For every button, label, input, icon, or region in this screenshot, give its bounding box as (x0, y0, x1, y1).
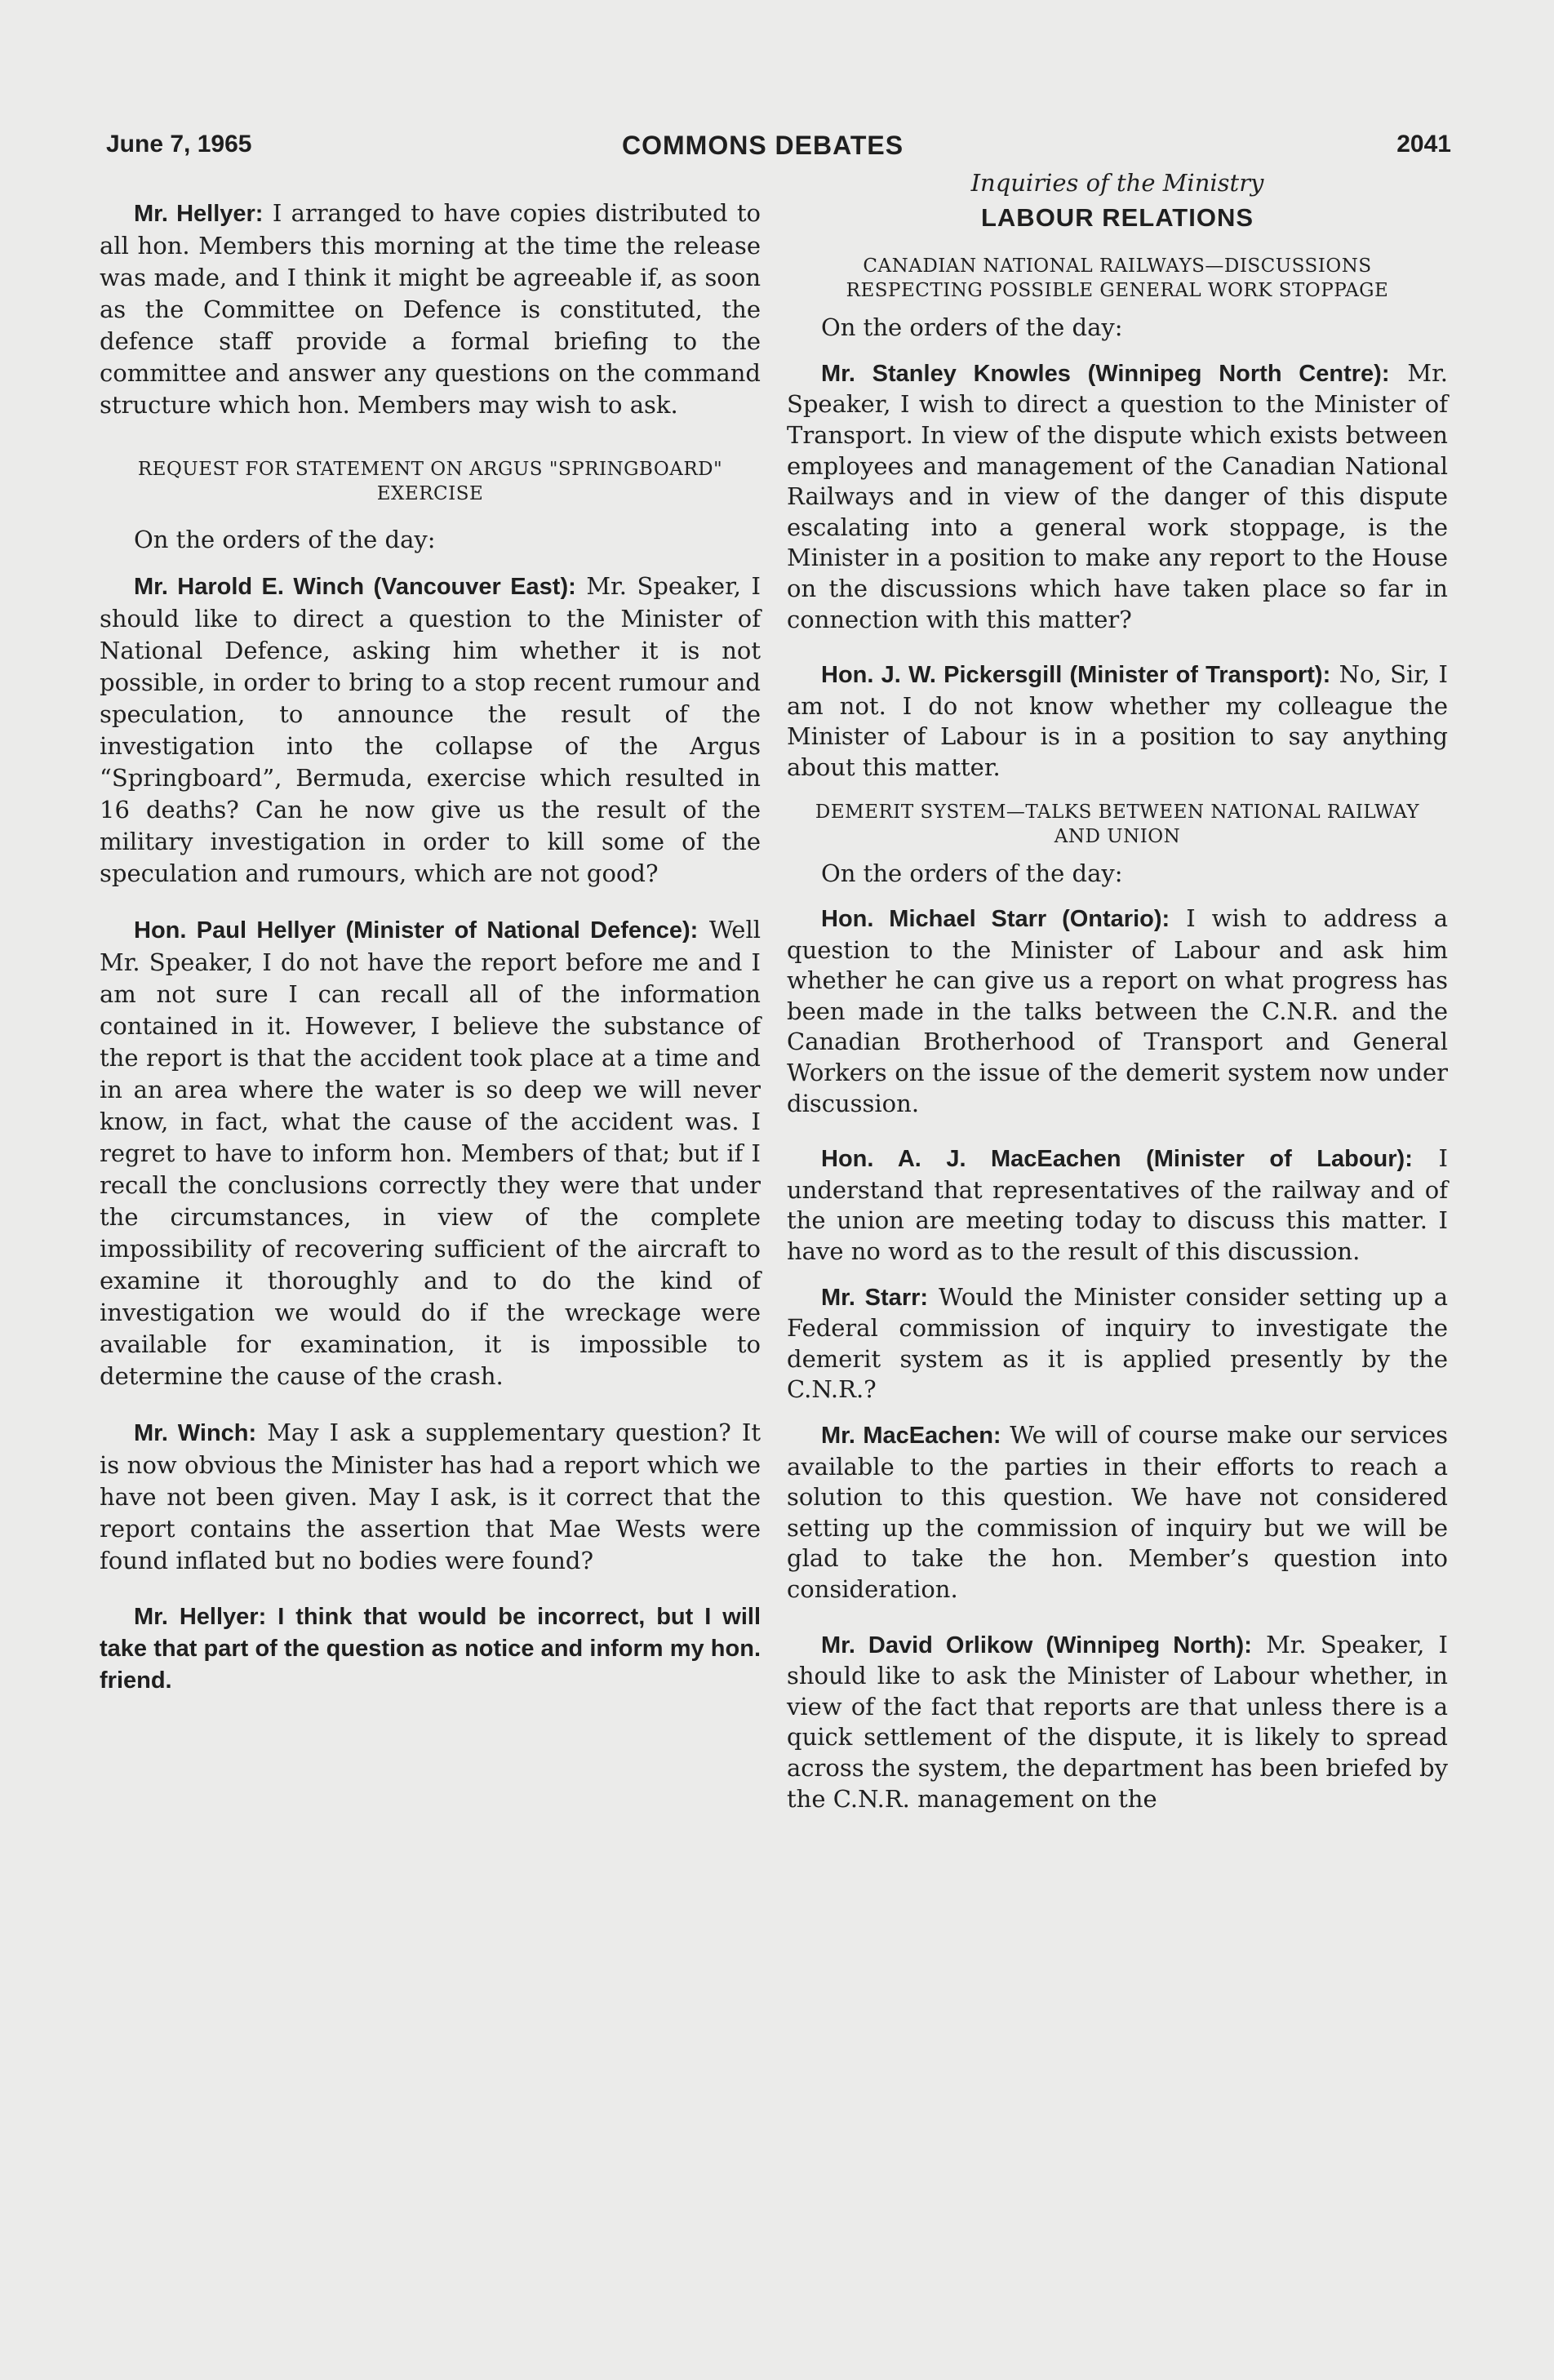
header-title: COMMONS DEBATES (622, 131, 904, 160)
speaker-name: Mr. MacEachen: (821, 1423, 1001, 1449)
speech-paragraph (787, 1143, 1448, 1267)
speaker-name: Mr. Starr: (821, 1284, 929, 1311)
speaker-name: Mr. David Orlikow (Winnipeg North): (821, 1632, 1252, 1658)
speech-paragraph (100, 1601, 761, 1697)
speech-paragraph (100, 914, 761, 1392)
left-column (100, 198, 761, 1697)
speaker-name: Hon. J. W. Pickersgill (Minister of Transport): (821, 662, 1331, 689)
speech-text: Would the Minister consider setting up a Federal commission of inquiry to investigate the demerit system as it is applied presently by the C.N.R.? (787, 1282, 1448, 1404)
speech-text: Well Mr. Speaker, I do not have the report before me and I am not sure I can recall all of the information contained in it. However, I believe the substance of the report is that the accident took place at a time and in an area where the water is so deep we will never know, in fact, what the cause of the accident was. I regret to have to inform hon. Members of that; but if I recall the conclusions correctly they were that under the circumstances, in view of the complete impossibility of recovering sufficient of the aircraft to examine it thoroughly and to do the kind of investigation we would do if the wreckage were available for examination, it is impossible to determine the cause of the crash. (100, 916, 761, 1390)
header-date: June 7, 1965 (106, 131, 252, 158)
section-major-title: LABOUR RELATIONS (980, 202, 1254, 232)
speech-paragraph (787, 1282, 1448, 1405)
speaker-name: Hon. Michael Starr (Ontario): (821, 906, 1170, 933)
speaker-name: Mr. Harold E. Winch (Vancouver East): (134, 574, 576, 600)
right-column (787, 168, 1448, 1814)
speaker-name: Mr. Hellyer: (134, 201, 264, 227)
speech-text: No, Sir, I am not. I do not know whether my colleague the Minister of Labour is in a position to say anything about this matter. (787, 660, 1449, 781)
orders-of-the-day: On the orders of the day: (821, 859, 1123, 887)
speaker-name: Mr. Winch: (134, 1420, 257, 1446)
speech-paragraph (100, 198, 761, 421)
speech-text: Mr. Speaker, I wish to direct a question to the Minister of Transport. In view of the dispute which exists between employees and management of the Canadian National Railways and in view of the danger of this dispute escalating into a general work stoppage, is the Minister in a position to make any report to the House on the discussions which have taken place so far in connection with this matter? (787, 358, 1449, 633)
orders-of-the-day: On the orders of the day: (821, 313, 1123, 342)
speech-text: We will of course make our services available to the parties in their efforts to reach a solution to this question. We have not considered setting up the commission of inquiry but we will be glad to take the hon. Member’s question into consideration. (787, 1421, 1449, 1603)
speaker-name: Hon. A. J. MacEachen (Minister of Labour): (821, 1146, 1413, 1173)
speech-paragraph (787, 1420, 1448, 1605)
speech-paragraph (100, 571, 761, 890)
speech-paragraph (787, 358, 1448, 635)
speech-text: I think that would be incorrect, but I will take that part of the question as notice and inform my hon. friend. (100, 1604, 761, 1694)
section-heading: REQUEST FOR STATEMENT ON ARGUS "SPRINGBOARD" EXERCISE (137, 459, 723, 504)
page-number: 2041 (1396, 131, 1451, 158)
speech-text: I wish to address a question to the Minister of Labour and ask him whether he can give us a report on what progress has been made in the talks between the C.N.R. and the Canadian Brotherhood of Transport and General Workers on the issue of the demerit system now under discussion. (787, 904, 1449, 1117)
section-italic-title: Inquiries of the Ministry (970, 169, 1264, 197)
running-header (100, 131, 1451, 171)
speech-paragraph (100, 1417, 761, 1577)
orders-of-the-day: On the orders of the day: (134, 526, 436, 553)
speech-text: I understand that representatives of the railway and of the union are meeting today to discuss this matter. I have no word as to the result of this discussion. (787, 1144, 1448, 1266)
section-heading: DEMERIT SYSTEM—TALKS BETWEEN NATIONAL RAILWAY AND UNION (815, 801, 1420, 847)
speaker-name: Mr. Stanley Knowles (Winnipeg North Centre): (821, 360, 1390, 387)
speech-text: I arranged to have copies distributed to all hon. Members this morning at the time the release was made, and I think it might be agreeable if, as soon as the Committee on Defence is constituted, the defence staff provide a formal briefing to the committee and answer any questions on the command structure which hon. Members may wish to ask. (100, 199, 761, 419)
speaker-name: Mr. Hellyer: (134, 1604, 267, 1630)
speech-text: Mr. Speaker, I should like to ask the Minister of Labour whether, in view of the fact that reports are that unless there is a quick settlement of the dispute, it is likely to spread across the system, the department has been briefed by the C.N.R. management on the (787, 1630, 1449, 1813)
speech-text: Mr. Speaker, I should like to direct a question to the Minister of National Defence, asking him whether it is not possible, in order to bring to a stop recent rumour and speculation, to announce the result of the investigation into the collapse of the Argus “Springboard”, Bermuda, exercise which resulted in 16 deaths? Can he now give us the result of the military investigation in order to kill some of the speculation and rumours, which are not good? (100, 572, 761, 887)
speech-paragraph (787, 1630, 1448, 1815)
speech-paragraph (787, 659, 1448, 783)
speech-paragraph (787, 904, 1448, 1119)
section-heading: CANADIAN NATIONAL RAILWAYS—DISCUSSIONS RESPECTING POSSIBLE GENERAL WORK STOPPAGE (846, 255, 1389, 302)
speaker-name: Hon. Paul Hellyer (Minister of National Defence): (134, 917, 699, 944)
speech-text: May I ask a supplementary question? It is now obvious the Minister has had a report which we have not been given. May I ask, is it correct that the report contains the assertion that Mae Wests were found inflated but no bodies were found? (100, 1419, 761, 1574)
